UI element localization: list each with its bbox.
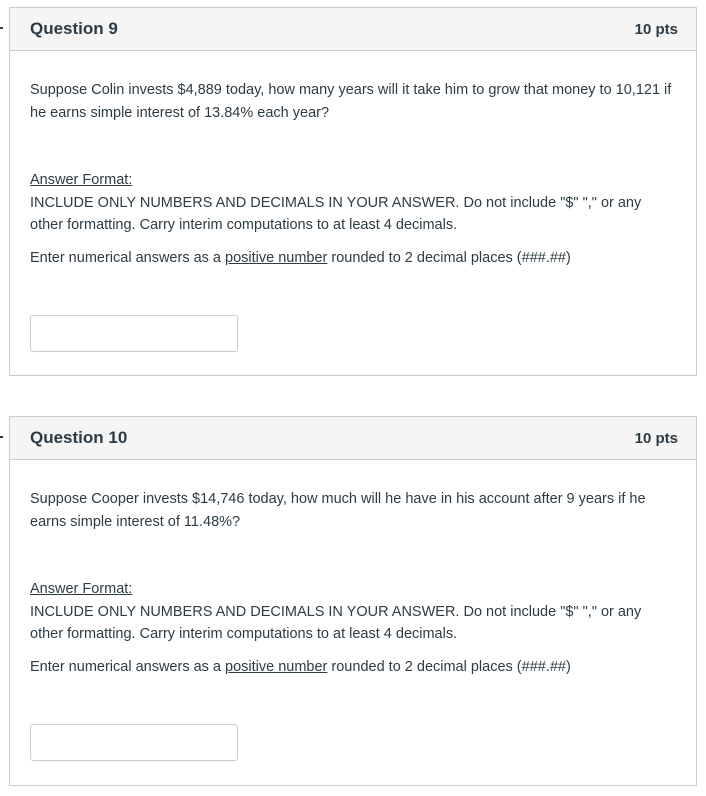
question-9-answer-format-body: INCLUDE ONLY NUMBERS AND DECIMALS IN YOUR ANSWER. Do not include "$" "," or any other formatting. Carry interim computations to at least 4 decimals. xyxy=(30,194,642,233)
question-10-card xyxy=(9,416,697,786)
question-9-answer-format-heading: Answer Format: xyxy=(30,172,133,188)
question-9-title: Question 9 xyxy=(30,19,118,38)
question-10-enter-instructions xyxy=(30,646,676,679)
question-10-enter-prefix: Enter numerical answers as a xyxy=(30,658,226,675)
question-10-text: Suppose Cooper invests $14,746 today, how much will he have in his account after 9 years if he earns simple interest of 11.48%? xyxy=(30,491,646,530)
question-10-answer-input[interactable] xyxy=(30,724,238,761)
question-9-enter-instructions xyxy=(30,237,676,270)
question-10-marker xyxy=(0,436,3,438)
question-10-answer-format-body: INCLUDE ONLY NUMBERS AND DECIMALS IN YOUR ANSWER. Do not include "$" "," or any other formatting. Carry interim computations to at least 4 decimals. xyxy=(30,603,642,642)
question-9-positive-number: positive number xyxy=(225,249,328,266)
question-9-card xyxy=(9,7,697,376)
question-9-points: 10 pts xyxy=(634,20,678,38)
question-9-enter-suffix: rounded to 2 decimal places (###.##) xyxy=(327,249,571,266)
question-9-marker xyxy=(0,27,3,29)
question-9-header xyxy=(10,8,696,51)
question-10-title: Question 10 xyxy=(30,428,128,447)
question-9-body xyxy=(10,51,696,352)
question-9-enter-prefix: Enter numerical answers as a xyxy=(30,249,226,266)
question-10-points: 10 pts xyxy=(634,429,678,447)
question-9-text: Suppose Colin invests $4,889 today, how many years will it take him to grow that money to 10,121 if he earns simple interest of 13.84% each year? xyxy=(30,82,672,121)
question-10-positive-number: positive number xyxy=(225,658,328,675)
question-10-enter-suffix: rounded to 2 decimal places (###.##) xyxy=(327,658,571,675)
question-10-header xyxy=(10,417,696,460)
question-9-answer-input[interactable] xyxy=(30,315,238,352)
question-10-answer-format-heading: Answer Format: xyxy=(30,581,133,597)
question-10-body xyxy=(10,460,696,761)
